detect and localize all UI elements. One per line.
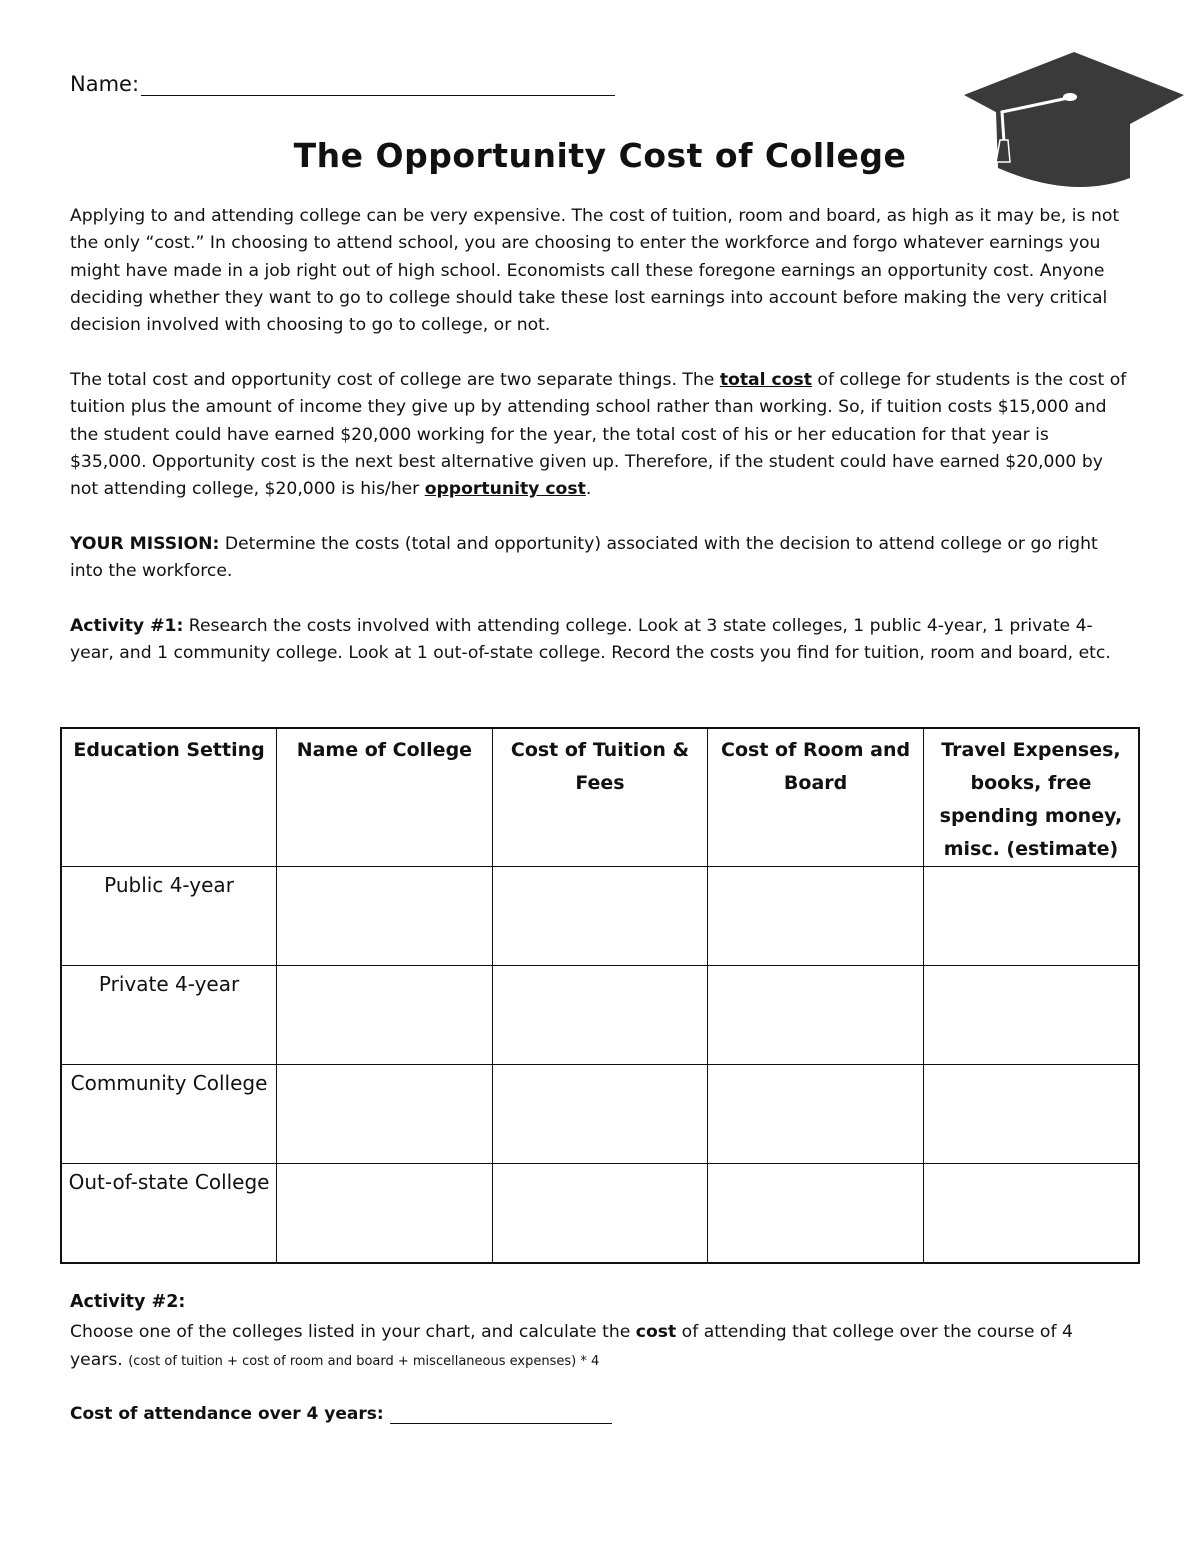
table-header-row <box>61 728 1139 867</box>
table-cell[interactable] <box>708 966 924 1065</box>
row-label: Public 4-year <box>61 867 277 966</box>
table-row <box>61 966 1139 1065</box>
header-name-of-college: Name of College <box>277 728 493 867</box>
name-blank-line[interactable] <box>141 73 615 96</box>
name-field[interactable] <box>70 72 615 96</box>
activity2-label: Activity #2: <box>70 1292 186 1312</box>
name-label: Name: <box>70 72 140 96</box>
cost-of-attendance-field[interactable] <box>70 1403 612 1424</box>
cost-blank-line[interactable] <box>390 1403 612 1424</box>
activity1-paragraph <box>70 613 1130 668</box>
table-cell[interactable] <box>708 867 924 966</box>
table-cell[interactable] <box>277 867 493 966</box>
activity1-label: Activity #1: <box>70 616 184 636</box>
header-education-setting: Education Setting <box>61 728 277 867</box>
table-cell[interactable] <box>923 867 1139 966</box>
activity2-cost-term: cost <box>635 1322 677 1342</box>
table-cell[interactable] <box>923 966 1139 1065</box>
total-cost-paragraph <box>70 367 1130 503</box>
activity2-formula: (cost of tuition + cost of room and board + miscellaneous expenses) * 4 <box>128 1354 600 1369</box>
activity2-text-2: of attending that college over the course of 4 years. <box>70 1322 1073 1370</box>
table-cell[interactable] <box>277 966 493 1065</box>
header-travel-expenses: Travel Expenses, books, free spending money, misc. (estimate) <box>923 728 1139 867</box>
row-label: Out-of-state College <box>61 1164 277 1263</box>
college-cost-table <box>60 727 1140 1264</box>
activity2-paragraph <box>70 1318 1130 1376</box>
header-room-board: Cost of Room and Board <box>708 728 924 867</box>
table-cell[interactable] <box>492 867 708 966</box>
table-cell[interactable] <box>277 1065 493 1164</box>
table-cell[interactable] <box>492 966 708 1065</box>
total-cost-text-2: of college for students is the cost of tuition plus the amount of income they give up by attending school rather than working. So, if tuition costs $15,000 and the student could have earned $20,000 working for the year, the total cost of his or her education for that year is $35,000. Opportunity cost is the next best alternative given up. Therefore, if the student could have earned $20,000 by not attending college, $20,000 is his/her <box>70 370 1127 500</box>
total-cost-term: total cost <box>719 370 812 390</box>
header-tuition: Cost of Tuition & Fees <box>492 728 708 867</box>
table-row <box>61 867 1139 966</box>
page-title: The Opportunity Cost of College <box>293 136 907 175</box>
mission-label: YOUR MISSION: <box>70 534 220 554</box>
total-cost-text-3: . <box>585 479 592 500</box>
table-cell[interactable] <box>277 1164 493 1263</box>
table-row <box>61 1065 1139 1164</box>
mission-paragraph <box>70 531 1130 586</box>
table-cell[interactable] <box>492 1065 708 1164</box>
table-cell[interactable] <box>923 1065 1139 1164</box>
total-cost-text-1: The total cost and opportunity cost of college are two separate things. The <box>70 370 720 390</box>
table-cell[interactable] <box>708 1065 924 1164</box>
table-cell[interactable] <box>492 1164 708 1263</box>
row-label: Private 4-year <box>61 966 277 1065</box>
table-cell[interactable] <box>708 1164 924 1263</box>
activity1-text: Research the costs involved with attending college. Look at 3 state colleges, 1 public 4-year, 1 private 4-year, and 1 community college. Look at 1 out-of-state college. Record the costs you find for tuition, room and board, etc. <box>70 616 1111 664</box>
mission-text: Determine the costs (total and opportunity) associated with the decision to attend college or go right into the workforce. <box>70 534 1098 582</box>
activity2-text-1: Choose one of the colleges listed in your chart, and calculate the <box>70 1322 636 1342</box>
cost-label: Cost of attendance over 4 years: <box>70 1404 384 1424</box>
intro-paragraph: Applying to and attending college can be very expensive. The cost of tuition, room and board, as high as it may be, is not the only “cost.” In choosing to attend school, you are choosing to enter the workforce and forgo whatever earnings you might have made in a job right out of high school. Economists call these foregone earnings an opportunity cost. Anyone deciding whether they want to go to college should take these lost earnings into account before making the very critical decision involved with choosing to go to college, or not. <box>70 206 1120 336</box>
table-cell[interactable] <box>923 1164 1139 1263</box>
row-label: Community College <box>61 1065 277 1164</box>
table-row <box>61 1164 1139 1263</box>
opportunity-cost-term: opportunity cost <box>424 479 586 500</box>
